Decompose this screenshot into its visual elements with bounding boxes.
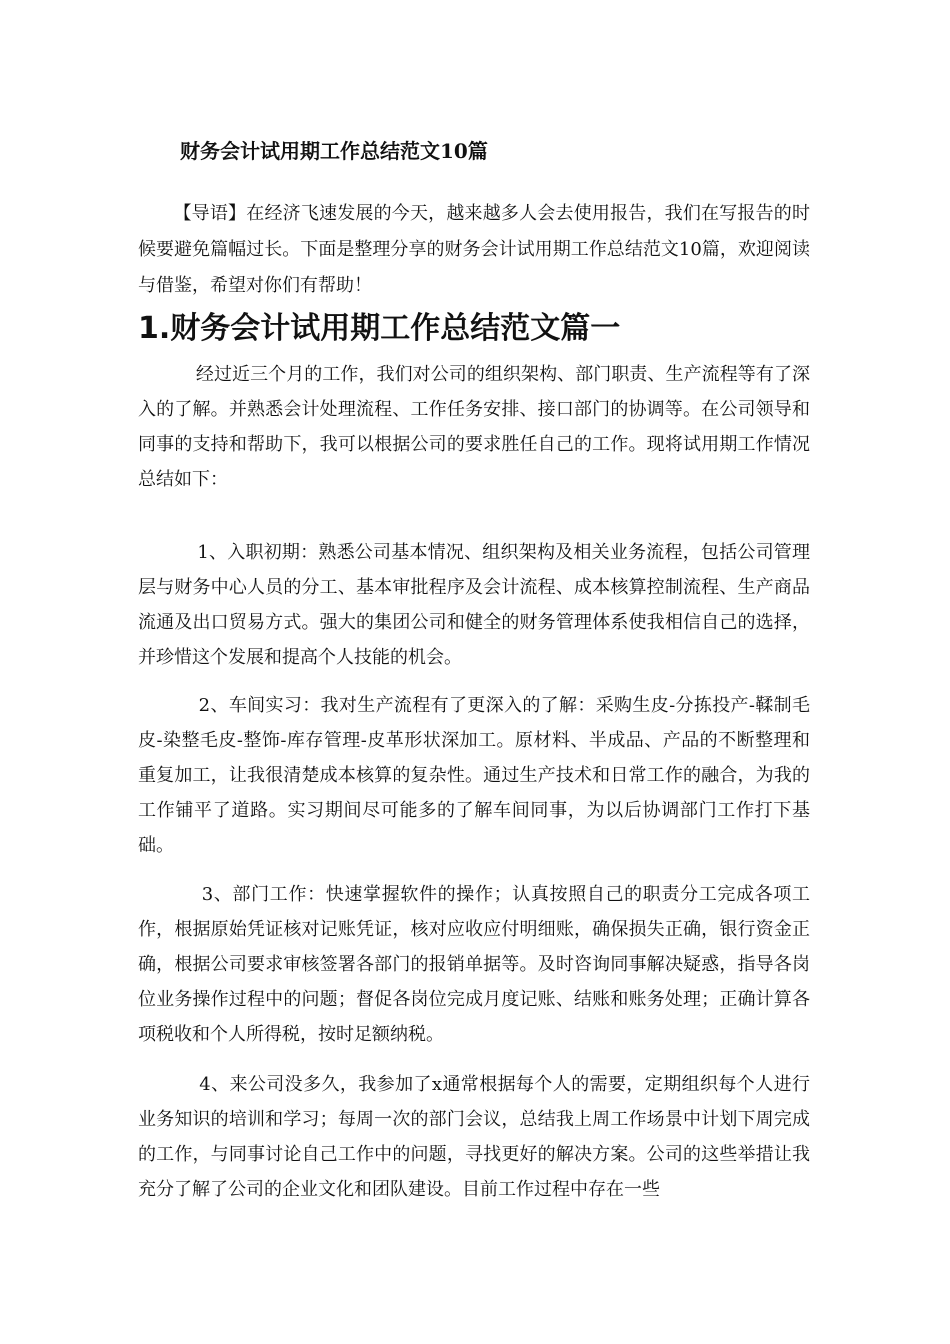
body-paragraph-item-1: 1、入职初期：熟悉公司基本情况、组织架构及相关业务流程，包括公司管理层与财务中心人员的分工、基本审批程序及会计流程、成本核算控制流程、生产商品流通及出口贸易方式。强大的集团公司和健全的财务管理体系使我相信自己的选择，并珍惜这个发展和提高个人技能的机会。 xyxy=(138,542,810,668)
body-paragraph-item-3: 3、部门工作：快速掌握软件的操作；认真按照自己的职责分工完成各项工作，根据原始凭证核对记账凭证，核对应收应付明细账，确保损失正确，银行资金正确，根据公司要求审核签署各部门的报销单据等。及时咨询同事解决疑惑，指导各岗位业务操作过程中的问题；督促各岗位完成月度记账、结账和账务处理；正确计算各项税收和个人所得税，按时足额纳税。 xyxy=(138,884,811,1045)
body-paragraph-item-4: 4、来公司没多久，我参加了x通常根据每个人的需要，定期组织每个人进行业务知识的培训和学习；每周一次的部门会议，总结我上周工作场景中计划下周完成的工作，与同事讨论自己工作中的问题，寻找更好的解决方案。公司的这些举措让我充分了解了公司的企业文化和团队建设。目前工作过程中存在一些 xyxy=(138,1074,810,1200)
body-paragraph-item-2: 2、车间实习：我对生产流程有了更深入的了解：采购生皮-分拣投产-鞣制毛皮-染整毛皮-整饰-库存管理-皮革形状深加工。原材料、半成品、产品的不断整理和重复加工，让我很清楚成本核算的复杂性。通过生产技术和日常工作的融合，为我的工作铺平了道路。实习期间尽可能多的了解车间同事，为以后协调部门工作打下基础。 xyxy=(138,695,810,856)
document-title: 财务会计试用期工作总结范文10篇 xyxy=(180,139,488,163)
intro-paragraph: 【导语】在经济飞速发展的今天，越来越多人会去使用报告，我们在写报告的时候要避免篇幅过长。下面是整理分享的财务会计试用期工作总结范文10篇，欢迎阅读与借鉴，希望对你们有帮助！ xyxy=(138,203,810,296)
section-heading: 1.财务会计试用期工作总结范文篇一 xyxy=(138,311,621,346)
body-paragraph-overview: 经过近三个月的工作，我们对公司的组织架构、部门职责、生产流程等有了深入的了解。并熟悉会计处理流程、工作任务安排、接口部门的协调等。在公司领导和同事的支持和帮助下，我可以根据公司的要求胜任自己的工作。现将试用期工作情况总结如下： xyxy=(138,364,811,490)
